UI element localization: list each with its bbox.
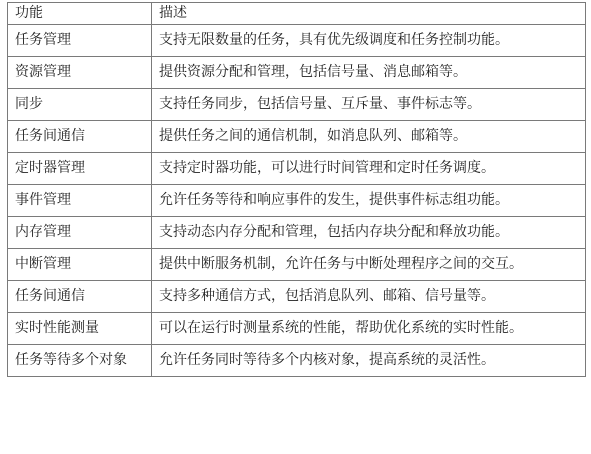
table-row [8, 89, 586, 121]
description-cell: 支持动态内存分配和管理，包括内存块分配和释放功能。 [152, 217, 586, 249]
description-cell: 支持无限数量的任务，具有优先级调度和任务控制功能。 [152, 25, 586, 57]
description-cell: 允许任务同时等待多个内核对象，提高系统的灵活性。 [152, 345, 586, 377]
feature-cell: 任务管理 [8, 25, 152, 57]
feature-cell: 定时器管理 [8, 153, 152, 185]
header-feature: 功能 [8, 3, 152, 25]
description-cell: 支持任务同步，包括信号量、互斥量、事件标志等。 [152, 89, 586, 121]
table-row [8, 121, 586, 153]
description-cell: 支持定时器功能，可以进行时间管理和定时任务调度。 [152, 153, 586, 185]
description-cell: 提供中断服务机制，允许任务与中断处理程序之间的交互。 [152, 249, 586, 281]
feature-cell: 中断管理 [8, 249, 152, 281]
feature-cell: 实时性能测量 [8, 313, 152, 345]
table-row [8, 281, 586, 313]
table-row [8, 313, 586, 345]
feature-cell: 同步 [8, 89, 152, 121]
description-cell: 提供任务之间的通信机制，如消息队列、邮箱等。 [152, 121, 586, 153]
feature-cell: 事件管理 [8, 185, 152, 217]
table-row [8, 153, 586, 185]
table-row [8, 345, 586, 377]
feature-cell: 内存管理 [8, 217, 152, 249]
description-cell: 提供资源分配和管理，包括信号量、消息邮箱等。 [152, 57, 586, 89]
table-row [8, 249, 586, 281]
table-header-row [8, 3, 586, 25]
header-description: 描述 [152, 3, 586, 25]
table-row [8, 57, 586, 89]
feature-cell: 资源管理 [8, 57, 152, 89]
table-row [8, 185, 586, 217]
feature-cell: 任务等待多个对象 [8, 345, 152, 377]
feature-cell: 任务间通信 [8, 281, 152, 313]
feature-cell: 任务间通信 [8, 121, 152, 153]
description-cell: 允许任务等待和响应事件的发生，提供事件标志组功能。 [152, 185, 586, 217]
features-table [7, 2, 586, 377]
description-cell: 支持多种通信方式，包括消息队列、邮箱、信号量等。 [152, 281, 586, 313]
table-row [8, 25, 586, 57]
table-row [8, 217, 586, 249]
description-cell: 可以在运行时测量系统的性能，帮助优化系统的实时性能。 [152, 313, 586, 345]
